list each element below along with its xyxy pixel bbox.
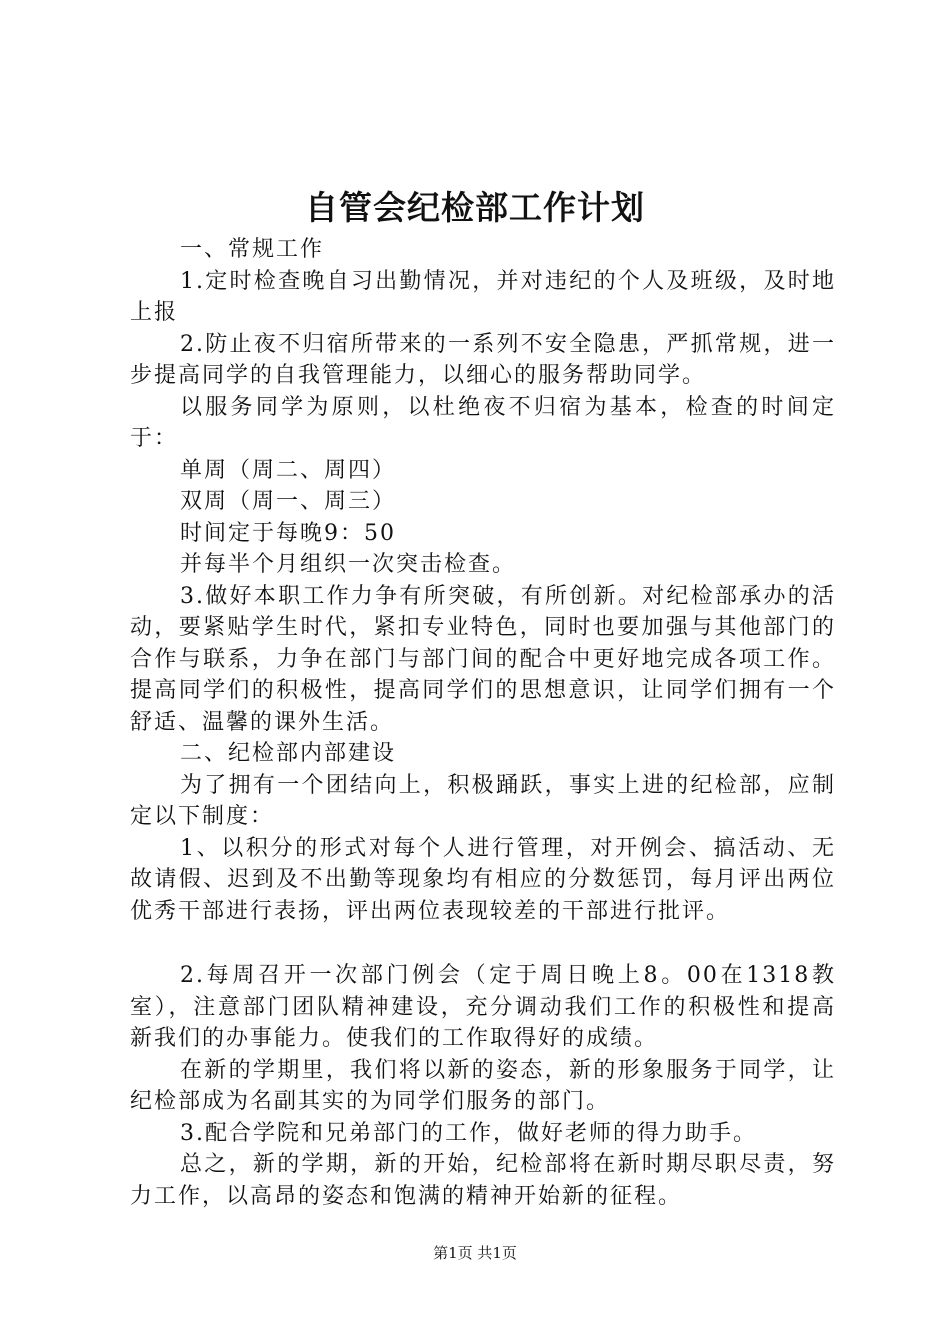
paragraph: 以服务同学为原则，以杜绝夜不归宿为基本，检查的时间定于： <box>130 394 836 451</box>
paragraph: 并每半个月组织一次突击检查。 <box>180 552 517 577</box>
paragraph: 为了拥有一个团结向上，积极踊跃，事实上进的纪检部，应制定以下制度： <box>130 772 836 829</box>
document-body <box>130 234 836 1212</box>
paragraph: 1.定时检查晚自习出勤情况，并对违纪的个人及班级，及时地上报 <box>130 268 836 325</box>
paragraph: 2.每周召开一次部门例会（定于周日晚上8。00在1318教室），注意部门团队精神建设，充分调动我们工作的积极性和提高新我们的办事能力。使我们的工作取得好的成绩。 <box>130 963 836 1051</box>
paragraph: 3.配合学院和兄弟部门的工作，做好老师的得力助手。 <box>180 1120 757 1146</box>
paragraph: 时间定于每晚9：50 <box>180 520 396 546</box>
paragraph: 在新的学期里，我们将以新的姿态，新的形象服务于同学，让纪检部成为名副其实的为同学们服务的部门。 <box>130 1057 836 1114</box>
paragraph: 双周（周一、周三） <box>180 489 397 514</box>
paragraph: 2.防止夜不归宿所带来的一系列不安全隐患，严抓常规，进一步提高同学的自我管理能力，以细心的服务帮助同学。 <box>130 331 836 388</box>
paragraph: 总之，新的学期，新的开始，纪检部将在新时期尽职尽责，努力工作，以高昂的姿态和饱满的精神开始新的征程。 <box>130 1152 836 1209</box>
paragraph: 单周（周二、周四） <box>180 457 397 483</box>
document-title: 自管会纪检部工作计划 <box>305 188 645 227</box>
paragraph: 1、以积分的形式对每个人进行管理，对开例会、搞活动、无故请假、迟到及不出勤等现象均有相应的分数惩罚，每月评出两位优秀干部进行表扬，评出两位表现较差的干部进行批评。 <box>130 835 836 924</box>
page-number: 第1页 共1页 <box>433 1244 517 1262</box>
paragraph: 3.做好本职工作力争有所突破，有所创新。对纪检部承办的活动，要紧贴学生时代，紧扣专业特色，同时也要加强与其他部门的合作与联系，力争在部门与部门间的配合中更好地完成各项工作。提高同学们的积极性，提高同学们的思想意识，让同学们拥有一个舒适、温馨的课外生活。 <box>130 583 836 735</box>
section-heading: 一、常规工作 <box>180 237 325 262</box>
blank-line <box>130 927 836 960</box>
section-heading: 二、纪检部内部建设 <box>180 741 397 766</box>
